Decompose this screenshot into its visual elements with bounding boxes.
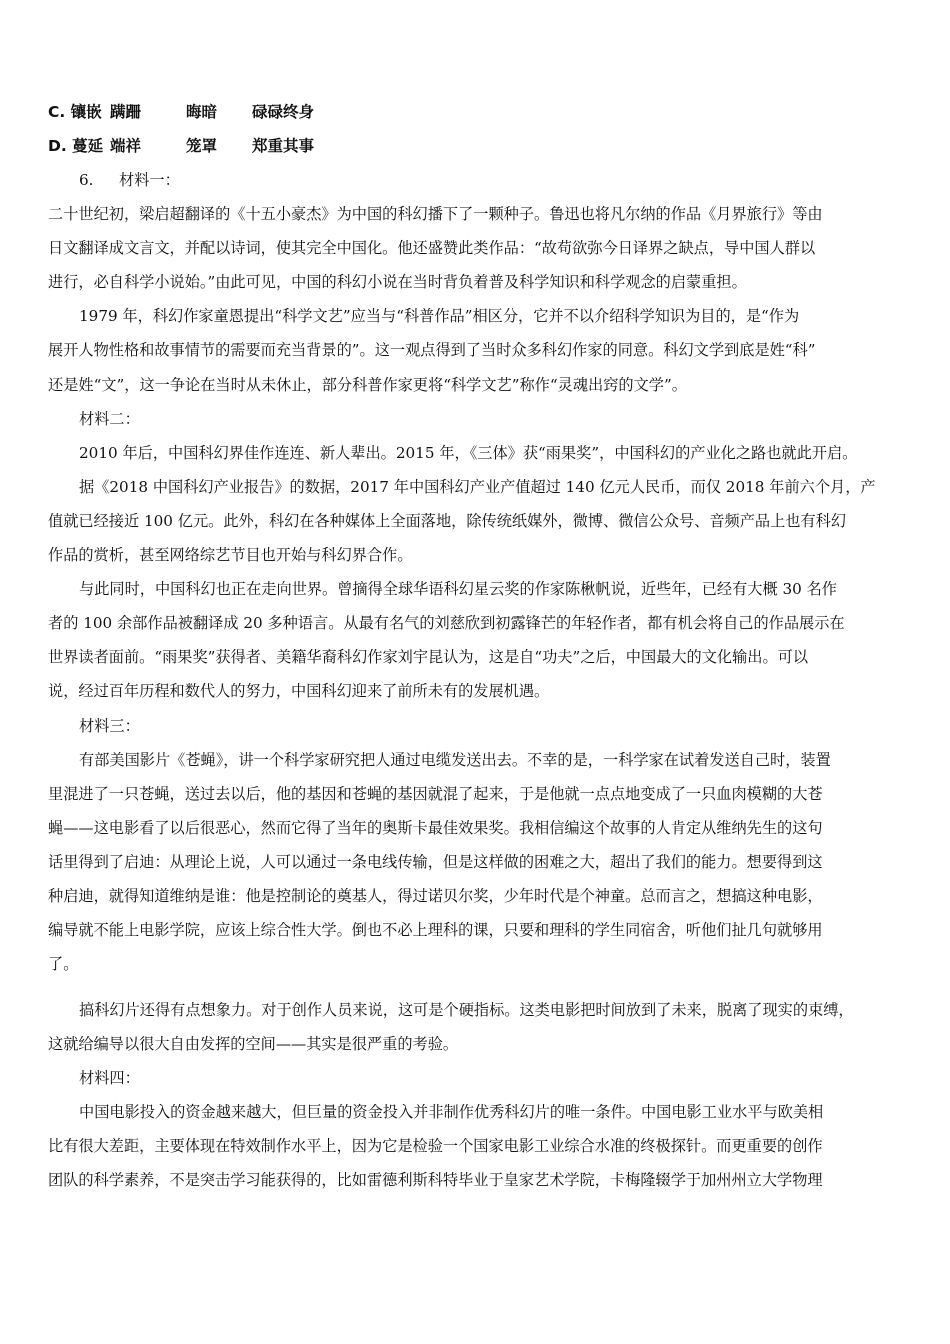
text-line: 团队的科学素养，不是突击学习能获得的，比如雷德利斯科特毕业于皇家艺术学院，卡梅隆辍学于加州州立大学物理 <box>48 1171 823 1189</box>
text-line: 据《2018 中国科幻产业报告》的数据，2017 年中国科幻产业产值超过 140 亿元人民币，而仅 2018 年前六个月，产 <box>79 478 876 496</box>
text-line: 这就给编导以很大自由发挥的空间——其实是很严重的考验。 <box>48 1035 459 1053</box>
option-d-word-3: 郑重其事 <box>252 137 315 155</box>
text-line: 2010 年后，中国科幻界佳作连连、新人辈出。2015 年，《三体》获“雨果奖”，中国科幻的产业化之路也就此开启。 <box>79 444 858 462</box>
question-heading <box>79 170 180 190</box>
section-heading: 材料二： <box>79 410 140 428</box>
section-heading: 材料三： <box>79 717 140 735</box>
text-line: 搞科幻片还得有点想象力。对于创作人员来说，这可是个硬指标。这类电影把时间放到了未来，脱离了现实的束缚， <box>79 1001 854 1019</box>
question-title: 材料一： <box>119 171 180 189</box>
option-c <box>48 102 318 122</box>
text-line: 中国电影投入的资金越来越大，但巨量的资金投入并非制作优秀科幻片的唯一条件。中国电影工业水平与欧美相 <box>79 1103 824 1121</box>
text-line: 蝇——这电影看了以后很恶心，然而它得了当年的奥斯卡最佳效果奖。我相信编这个故事的人肯定从维纳先生的这句 <box>48 819 823 837</box>
text-line: 世界读者面前。“雨果奖”获得者、美籍华裔科幻作家刘宇昆认为，这是自“功夫”之后，中国最大的文化输出。可以 <box>48 648 809 666</box>
text-line: 说，经过百年历程和数代人的努力，中国科幻迎来了前所未有的发展机遇。 <box>48 682 550 700</box>
text-line: 还是姓“文”，这一争论在当时从未休止，部分科普作家更将“科学文艺”称作“灵魂出窍的文学”。 <box>48 376 687 394</box>
text-line: 比有很大差距，主要体现在特效制作水平上，因为它是检验一个国家电影工业综合水准的终极探针。而更重要的创作 <box>48 1137 823 1155</box>
text-line: 话里得到了启迪：从理论上说，人可以通过一条电线传输，但是这样做的困难之大，超出了我们的能力。想要得到这 <box>48 853 823 871</box>
option-d-label: D. 蔓延 <box>48 137 104 155</box>
option-c-word-1: 蹒跚 <box>110 103 142 121</box>
text-line: 1979 年，科幻作家童恩提出“科学文艺”应当与“科普作品”相区分，它并不以介绍科学知识为目的，是“作为 <box>79 307 800 325</box>
text-line: 有部美国影片《苍蝇》，讲一个科学家研究把人通过电缆发送出去。不幸的是，一科学家在试着发送自己时，装置 <box>79 751 831 769</box>
text-line: 进行，必自科学小说始。”由此可见，中国的科幻小说在当时背负着普及科学知识和科学观念的启蒙重担。 <box>48 273 747 291</box>
text-line: 与此同时，中国科幻也正在走向世界。曾摘得全球华语科幻星云奖的作家陈楸帆说，近些年，已经有大概 30 名作 <box>79 580 837 598</box>
text-line: 里混进了一只苍蝇，送过去以后，他的基因和苍蝇的基因就混了起来，于是他就一点点地变成了一只血肉模糊的大苍 <box>48 785 823 803</box>
option-c-word-3: 碌碌终身 <box>252 103 315 121</box>
text-line: 日文翻译成文言文，并配以诗词，使其完全中国化。他还盛赞此类作品：“故苟欲弥今日译界之缺点，导中国人群以 <box>48 239 816 257</box>
text-line: 作品的赏析，甚至网络综艺节目也开始与科幻界合作。 <box>48 546 413 564</box>
option-d <box>48 136 318 156</box>
option-c-label: C. 镶嵌 <box>48 103 102 121</box>
section-heading: 材料四： <box>79 1069 140 1087</box>
option-d-word-1: 端祥 <box>110 137 142 155</box>
text-line: 种启迪，就得知道维纳是谁：他是控制论的奠基人，得过诺贝尔奖，少年时代是个神童。总而言之，想搞这种电影， <box>48 887 823 905</box>
text-line: 编导就不能上电影学院，应该上综合性大学。倒也不必上理科的课，只要和理科的学生同宿舍，听他们扯几句就够用 <box>48 921 823 939</box>
text-line: 值就已经接近 100 亿元。此外，科幻在各种媒体上全面落地，除传统纸媒外，微博、微信公众号、音频产品上也有科幻 <box>48 512 847 530</box>
question-number: 6. <box>79 171 94 189</box>
option-d-word-2: 笼罩 <box>186 137 218 155</box>
option-c-word-2: 晦暗 <box>186 103 218 121</box>
text-line: 二十世纪初，梁启超翻译的《十五小豪杰》为中国的科幻播下了一颗种子。鲁迅也将凡尔纳的作品《月界旅行》等由 <box>48 205 823 223</box>
text-line: 者的 100 余部作品被翻译成 20 多种语言。从最有名气的刘慈欣到初露锋芒的年轻作者，都有机会将自己的作品展示在 <box>48 614 845 632</box>
text-line: 展开人物性格和故事情节的需要而充当背景的”。这一观点得到了当时众多科幻作家的同意。科幻文学到底是姓“科” <box>48 341 816 359</box>
text-line: 了。 <box>48 955 79 973</box>
